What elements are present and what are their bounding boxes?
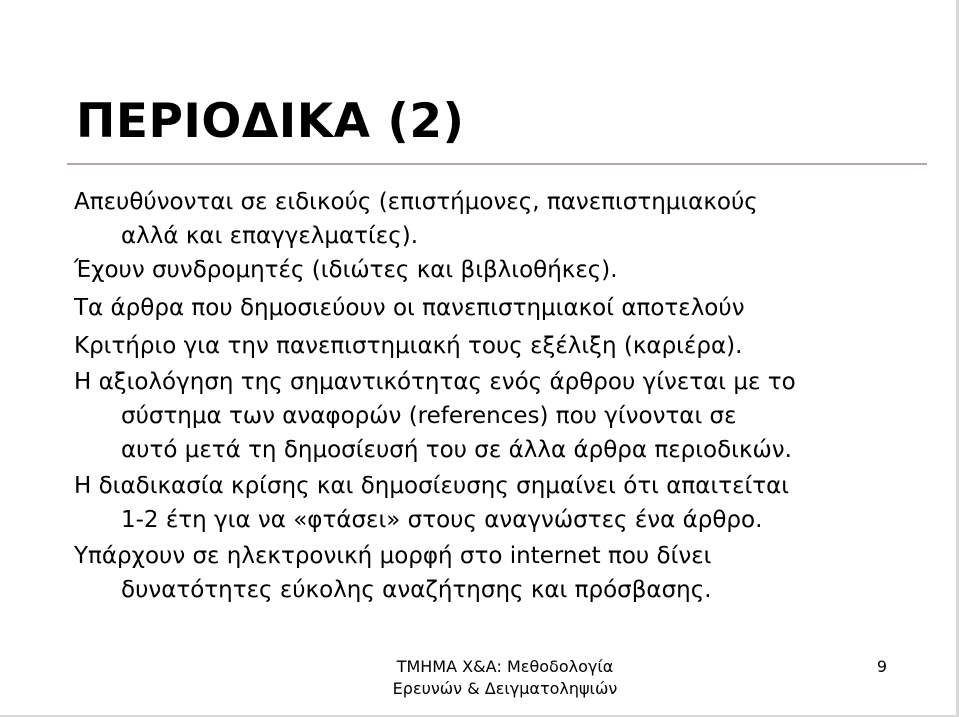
slide-title: ΠΕΡΙΟΔΙΚΑ (2) xyxy=(76,94,465,149)
bullet-line: σύστημα των αναφορών (references) που γίνονται σε xyxy=(121,403,737,429)
slide-body xyxy=(74,185,874,607)
bullet-line: Τα άρθρα που δημοσιεύουν οι πανεπιστημιακοί αποτελούν xyxy=(74,295,745,321)
bullet-line: 1-2 έτη για να «φτάσει» στους αναγνώστες ένα άρθρο. xyxy=(121,507,763,533)
title-divider xyxy=(67,163,927,165)
bullet-item xyxy=(74,185,874,253)
footer-line-1: ΤΜΗΜΑ Χ&Α: Μεθοδολογία xyxy=(396,657,614,676)
bullet-line: αλλά και επαγγελματίες). xyxy=(121,223,419,249)
bullet-line: Η διαδικασία κρίσης και δημοσίευσης σημαίνει ότι απαιτείται xyxy=(74,473,790,499)
footer-caption xyxy=(340,656,670,700)
bullet-line: Απευθύνονται σε ειδικούς (επιστήμονες, πανεπιστημιακούς xyxy=(74,189,758,215)
bullet-line: Κριτήριο για την πανεπιστημιακή τους εξέλιξη (καριέρα). xyxy=(74,333,743,359)
bullet-item xyxy=(74,469,874,537)
footer-line-2: Ερευνών & Δειγματοληψιών xyxy=(392,679,618,698)
page-number: 9 xyxy=(876,657,888,676)
bullet-line: αυτό μετά τη δημοσίευσή του σε άλλα άρθρα περιοδικών. xyxy=(121,437,792,463)
bullet-item xyxy=(74,539,874,607)
bullet-line: Η αξιολόγηση της σημαντικότητας ενός άρθρου γίνεται με το xyxy=(74,369,796,395)
bullet-item xyxy=(74,253,874,287)
bullet-item xyxy=(74,291,874,325)
bullet-item xyxy=(74,329,874,363)
bullet-line: Υπάρχουν σε ηλεκτρονική μορφή στο internet που δίνει xyxy=(74,543,712,569)
bullet-item xyxy=(74,365,874,467)
bullet-line: Έχουν συνδρομητές (ιδιώτες και βιβλιοθήκες). xyxy=(74,257,618,283)
bullet-line: δυνατότητες εύκολης αναζήτησης και πρόσβασης. xyxy=(121,577,712,603)
